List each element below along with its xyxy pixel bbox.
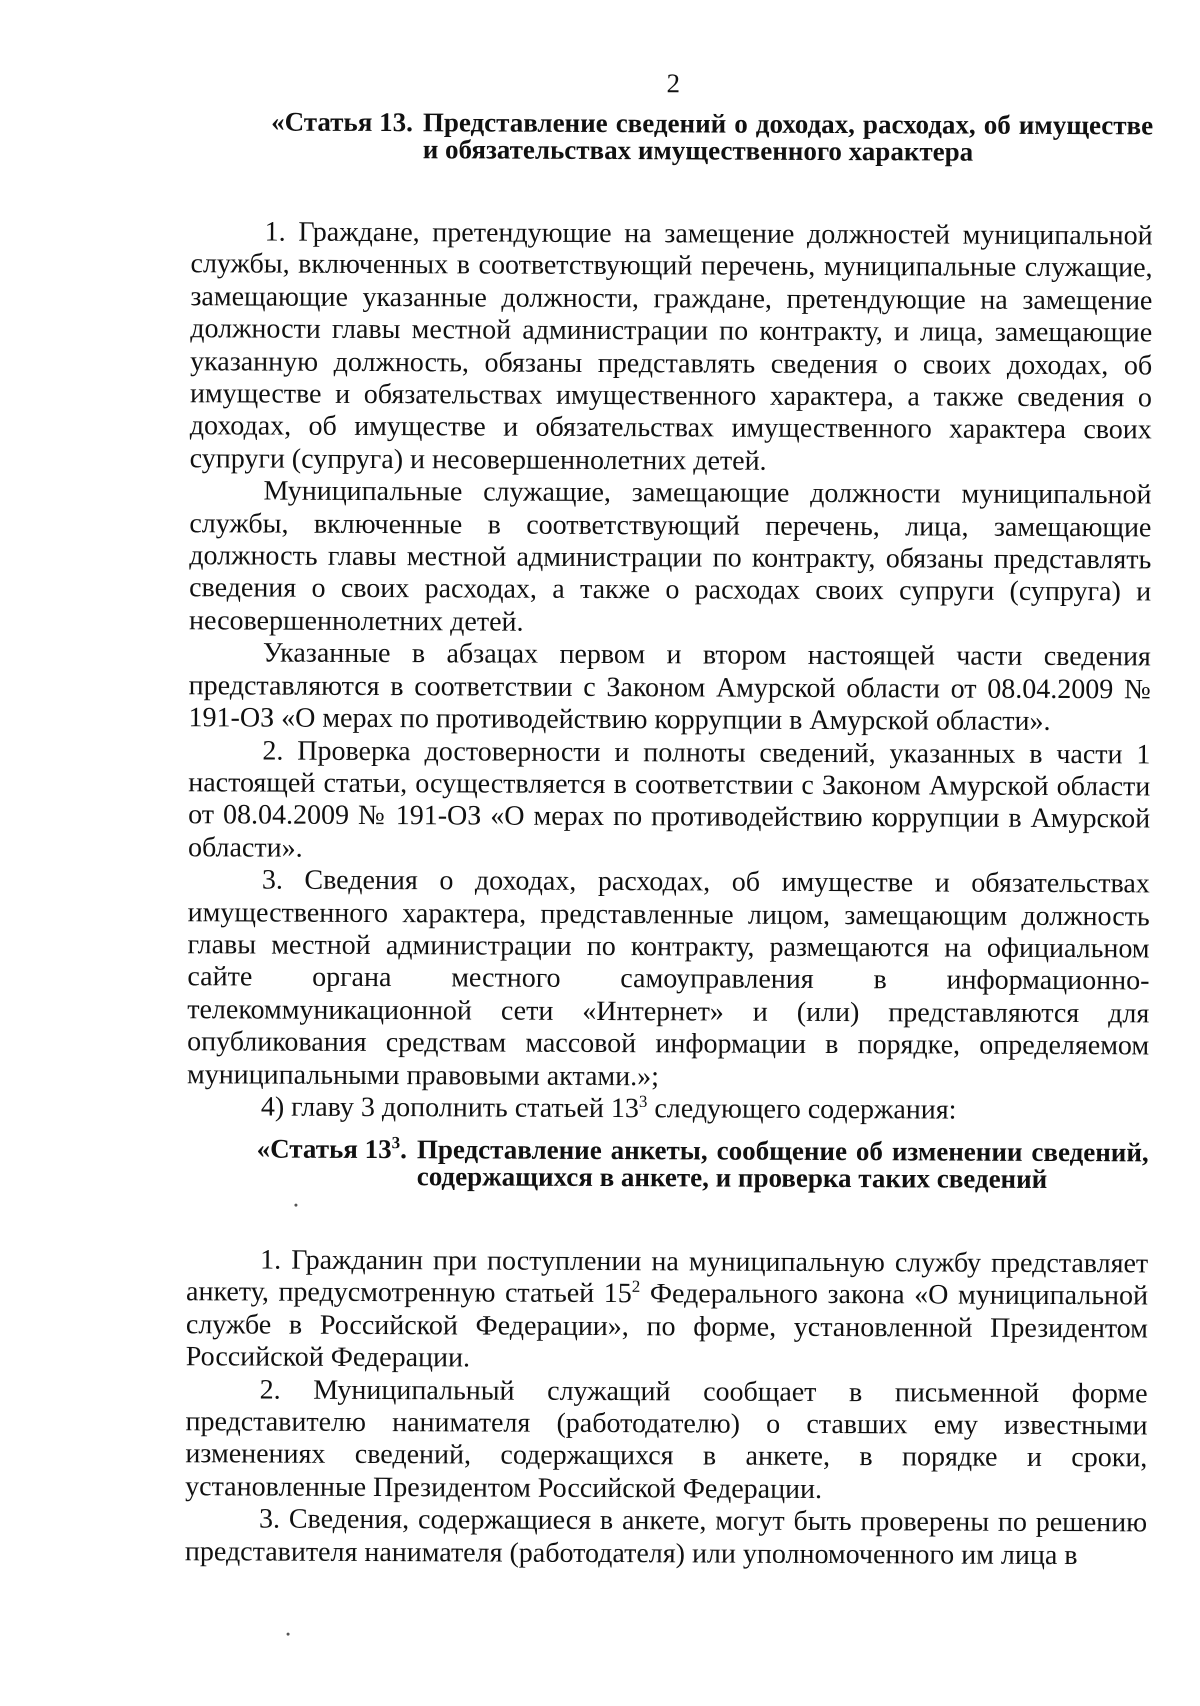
page-number: 2 (666, 68, 681, 99)
article-13-3-p1-superscript: 2 (631, 1277, 641, 1297)
article-13-3-paragraph-1 (186, 1244, 1149, 1378)
article-13-3-prefix: «Статья 13 (256, 1133, 392, 1165)
article-13-3-p1-text: 1. Гражданин при поступлении на муниципальную службу представляет анкету, предусмотренную статьей 15 (185, 1244, 1149, 1310)
article-13-number: «Статья 13. (271, 106, 413, 138)
article-13-paragraph-1: 1. Граждане, претендующие на замещение должностей муниципальной службы, включенных в соответствующий перечень, муниципальные служащие, замещающие указанные должности, граждане, претендующие на замещение должности главы местной администрации по контракту, и лица, замещающие указанную должность, обязаны представлять сведения о своих доходах, об имуществе и обязательствах имущественного характера, а также сведения о доходах, об имуществе и обязательствах имущественного характера своих супруги (супруга) и несовершеннолетних детей. (189, 216, 1153, 477)
article-13-paragraph-5: 3. Сведения о доходах, расходах, об имуществе и обязательствах имущественного характера, представленные лицом, замещающим должность главы местной администрации по контракту, размещаются на официальном сайте органа местного самоуправления в информационно-телекоммуникационной сети «Интернет» и (или) представляются для опубликования средствам массовой информации в порядке, определяемом муниципальными правовыми актами.»; (186, 864, 1150, 1092)
amendment-4 (187, 1091, 1149, 1128)
article-13-paragraph-2: Муниципальные служащие, замещающие должности муниципальной службы, включенные в соответствующий перечень, лица, замещающие должность главы местной администрации по контракту, обязаны представлять сведения о своих расходах, а также о расходах своих супруги (супруга) и несовершеннолетних детей. (188, 475, 1152, 638)
scan-speck (294, 1204, 297, 1207)
article-13-3-paragraph-3: 3. Сведения, содержащиеся в анкете, могут быть проверены по решению представителя нанимателя (работодателя) или уполномоченного им лица в (184, 1503, 1148, 1571)
article-13-3-paragraph-2: 2. Муниципальный служащий сообщает в письменной форме представителю нанимателя (работодателю) о ставших ему известными изменениях сведений, содержащихся в анкете, в порядке и сроки, установленные Президентом Российской Федерации. (185, 1374, 1148, 1505)
article-13-heading (271, 106, 1154, 167)
article-13-paragraph-4: 2. Проверка достоверности и полноты сведений, указанных в части 1 настоящей статьи, осуществляется в соответствии с Законом Амурской области от 08.04.2009 № 191-ОЗ «О мерах по противодействию коррупции в Амурской области». (187, 735, 1151, 864)
article-13-3-number (256, 1133, 417, 1191)
article-13-paragraph-3: Указанные в абзацах первом и втором настоящей части сведения представляются в соответствии с Законом Амурской области от 08.04.2009 № 191-ОЗ «О мерах по противодействию коррупции в Амурской области». (188, 637, 1151, 738)
amendment-4-superscript: 3 (638, 1091, 648, 1111)
amendment-4-text: 4) главу 3 дополнить статьей 13 (260, 1091, 639, 1125)
scan-speck (287, 1633, 290, 1636)
article-13-3-prefix-tail: . (400, 1134, 407, 1165)
article-13-title: Представление сведений о доходах, расходах, об имуществе и обязательствах имущественного характера (422, 107, 1154, 167)
article-13-3-superscript: 3 (391, 1133, 401, 1153)
article-13-3-p1-tail: Федерального закона «О муниципальной службе в Российской Федерации», по форме, установленной Президентом Российской Федерации. (185, 1278, 1149, 1374)
article-13-3-heading (256, 1133, 1149, 1194)
amendment-4-tail: следующего содержания: (647, 1093, 957, 1126)
article-13-body (187, 216, 1153, 1128)
article-13-3-body (185, 1244, 1148, 1572)
article-13-3-title: Представление анкеты, сообщение об изменении сведений, содержащихся в анкете, и проверка таких сведений (416, 1134, 1149, 1194)
